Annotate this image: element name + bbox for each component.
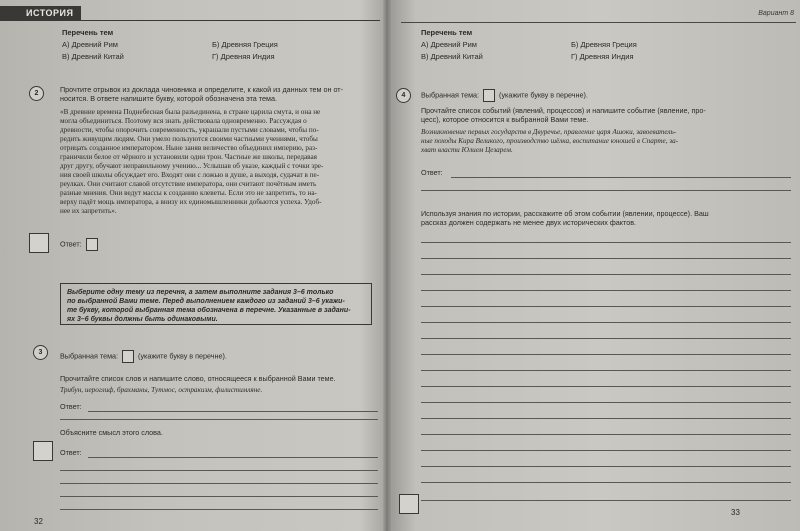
task2-passage: «В древние времена Поднебесная была разъединена, в стране царила смута, и она не могла объединиться. Поэтому вся знать действовала одновременно. Рассуждая о древности, чтобы опорочить современность, украшали пустыми словами, чтобы по- редить живущим людям. Они умело пользуются своими частными учениями, чтобы отрицать созданное императором. Ныне заняв величество объединил империю, раз- граничили белое от чёрного и установили один трон. Частные же школы, передавая друг другу, обучают неправильному учению... Услышав об указе, каждый с точки зре- ния своей школы обсуждает его. Входят они с ложью в душе, а выходя, судачат в пе- реулках. Они считают славой отсутствие императора, они считают почётным иметь разные мнения. Они ведут массы к созданию клеветы. Если это не запретить, то на- верху падёт мощь императора, а внизу их единомышленники добьются успеха. Удоб- нее их запретить». — [60, 108, 324, 215]
score-box[interactable] — [399, 494, 419, 514]
page-number: 32 — [34, 517, 43, 526]
task-number: 3 — [33, 345, 48, 360]
topics-title: Перечень тем — [62, 28, 114, 37]
chosen-label: Выбранная тема: — [60, 351, 119, 361]
task-number: 4 — [396, 88, 411, 103]
answer-line[interactable] — [421, 306, 791, 307]
topic-item: В) Древний Китай — [62, 52, 124, 61]
answer-line[interactable] — [451, 177, 791, 178]
task4-chosen — [421, 89, 791, 102]
instruction-box: Выберите одну тему из перечня, а затем выполните задания 3–6 только по выбранной Вами теме. Перед выполнением каждого из заданий 3–6 укажи- те букву, которой выбранная тема обозначена в перечне. Указанные в задани- ях 3–6 буквы должны быть одинаковыми. — [60, 283, 372, 325]
chosen-hint: (укажите букву в перечне). — [499, 90, 588, 100]
topics-list — [421, 28, 721, 61]
task3-words: Трибун, иероглиф, брахманы, Тутмос, остракизм, филистимляне. — [60, 386, 263, 394]
book-gutter — [383, 0, 391, 531]
task2-answer — [60, 238, 100, 251]
topic-item: Б) Древняя Греция — [571, 40, 637, 49]
answer-label: Ответ: — [60, 239, 82, 249]
answer-line[interactable] — [60, 496, 378, 497]
answer-line[interactable] — [60, 509, 378, 510]
answer-line[interactable] — [421, 242, 791, 243]
task3-explain: Объясните смысл этого слова. — [60, 428, 163, 437]
answer-line[interactable] — [421, 290, 791, 291]
chosen-hint: (укажите букву в перечне). — [138, 351, 227, 361]
answer-line[interactable] — [421, 274, 791, 275]
answer-label: Ответ: — [60, 402, 82, 411]
answer-line[interactable] — [421, 354, 791, 355]
answer-line[interactable] — [421, 450, 791, 451]
score-box[interactable] — [29, 233, 49, 253]
answer-line[interactable] — [421, 482, 791, 483]
topic-letter-input[interactable] — [483, 89, 495, 102]
answer-line[interactable] — [60, 470, 378, 471]
page-header — [0, 6, 380, 21]
answer-line[interactable] — [421, 258, 791, 259]
right-page — [391, 0, 800, 531]
answer-line[interactable] — [88, 411, 378, 412]
topic-item: Г) Древняя Индия — [571, 52, 634, 61]
answer-label: Ответ: — [421, 168, 443, 177]
chosen-label: Выбранная тема: — [421, 90, 480, 100]
task3-chosen — [60, 350, 380, 363]
answer-line[interactable] — [60, 483, 378, 484]
answer-line[interactable] — [60, 419, 378, 420]
topics-list — [62, 28, 362, 61]
task-number: 2 — [29, 86, 44, 101]
score-box[interactable] — [33, 441, 53, 461]
answer-line[interactable] — [421, 338, 791, 339]
answer-line[interactable] — [421, 386, 791, 387]
task4-events: Возникновение первых государств в Двуречье, правление царя Ашоки, завоеватель- ные походы Кира Великого, производство шёлка, воспитание юношей в Спарте, за- хват власти Юлием Цезарем. — [421, 128, 679, 154]
topic-item: Б) Древняя Греция — [212, 40, 278, 49]
answer-line[interactable] — [421, 322, 791, 323]
answer-line[interactable] — [421, 402, 791, 403]
page-number: 33 — [731, 508, 740, 517]
answer-line[interactable] — [88, 457, 378, 458]
task3-prompt: Прочитайте список слов и напишите слово, относящееся к выбранной Вами теме. — [60, 374, 336, 383]
answer-line[interactable] — [421, 190, 791, 191]
topic-item: В) Древний Китай — [421, 52, 483, 61]
task2-prompt: Прочтите отрывок из доклада чиновника и определите, к какой из данных тем он от- носится. В ответе напишите букву, которой обозначена эта тема. — [60, 85, 343, 103]
answer-input[interactable] — [86, 238, 98, 251]
answer-label: Ответ: — [60, 448, 82, 457]
topic-item: Г) Древняя Индия — [212, 52, 275, 61]
answer-line[interactable] — [421, 500, 791, 501]
answer-line[interactable] — [421, 370, 791, 371]
topics-title: Перечень тем — [421, 28, 473, 37]
subject-title: ИСТОРИЯ — [0, 6, 81, 20]
left-page — [0, 0, 383, 531]
task4-prompt: Прочтайте список событий (явлений, процессов) и напишите событие (явление, про- цесс), которое относится к выбранной Вами теме. — [421, 106, 706, 124]
variant-label: Вариант 8 — [758, 10, 794, 17]
page-header — [401, 10, 796, 23]
answer-line[interactable] — [421, 434, 791, 435]
topic-item: А) Древний Рим — [62, 40, 118, 49]
task4-story-prompt: Используя знания по истории, расскажите об этом событии (явлении, процессе). Ваш рассказ должен содержать не менее двух исторических фактов. — [421, 209, 709, 227]
answer-line[interactable] — [421, 418, 791, 419]
topic-letter-input[interactable] — [122, 350, 134, 363]
answer-line[interactable] — [421, 466, 791, 467]
topic-item: А) Древний Рим — [421, 40, 477, 49]
